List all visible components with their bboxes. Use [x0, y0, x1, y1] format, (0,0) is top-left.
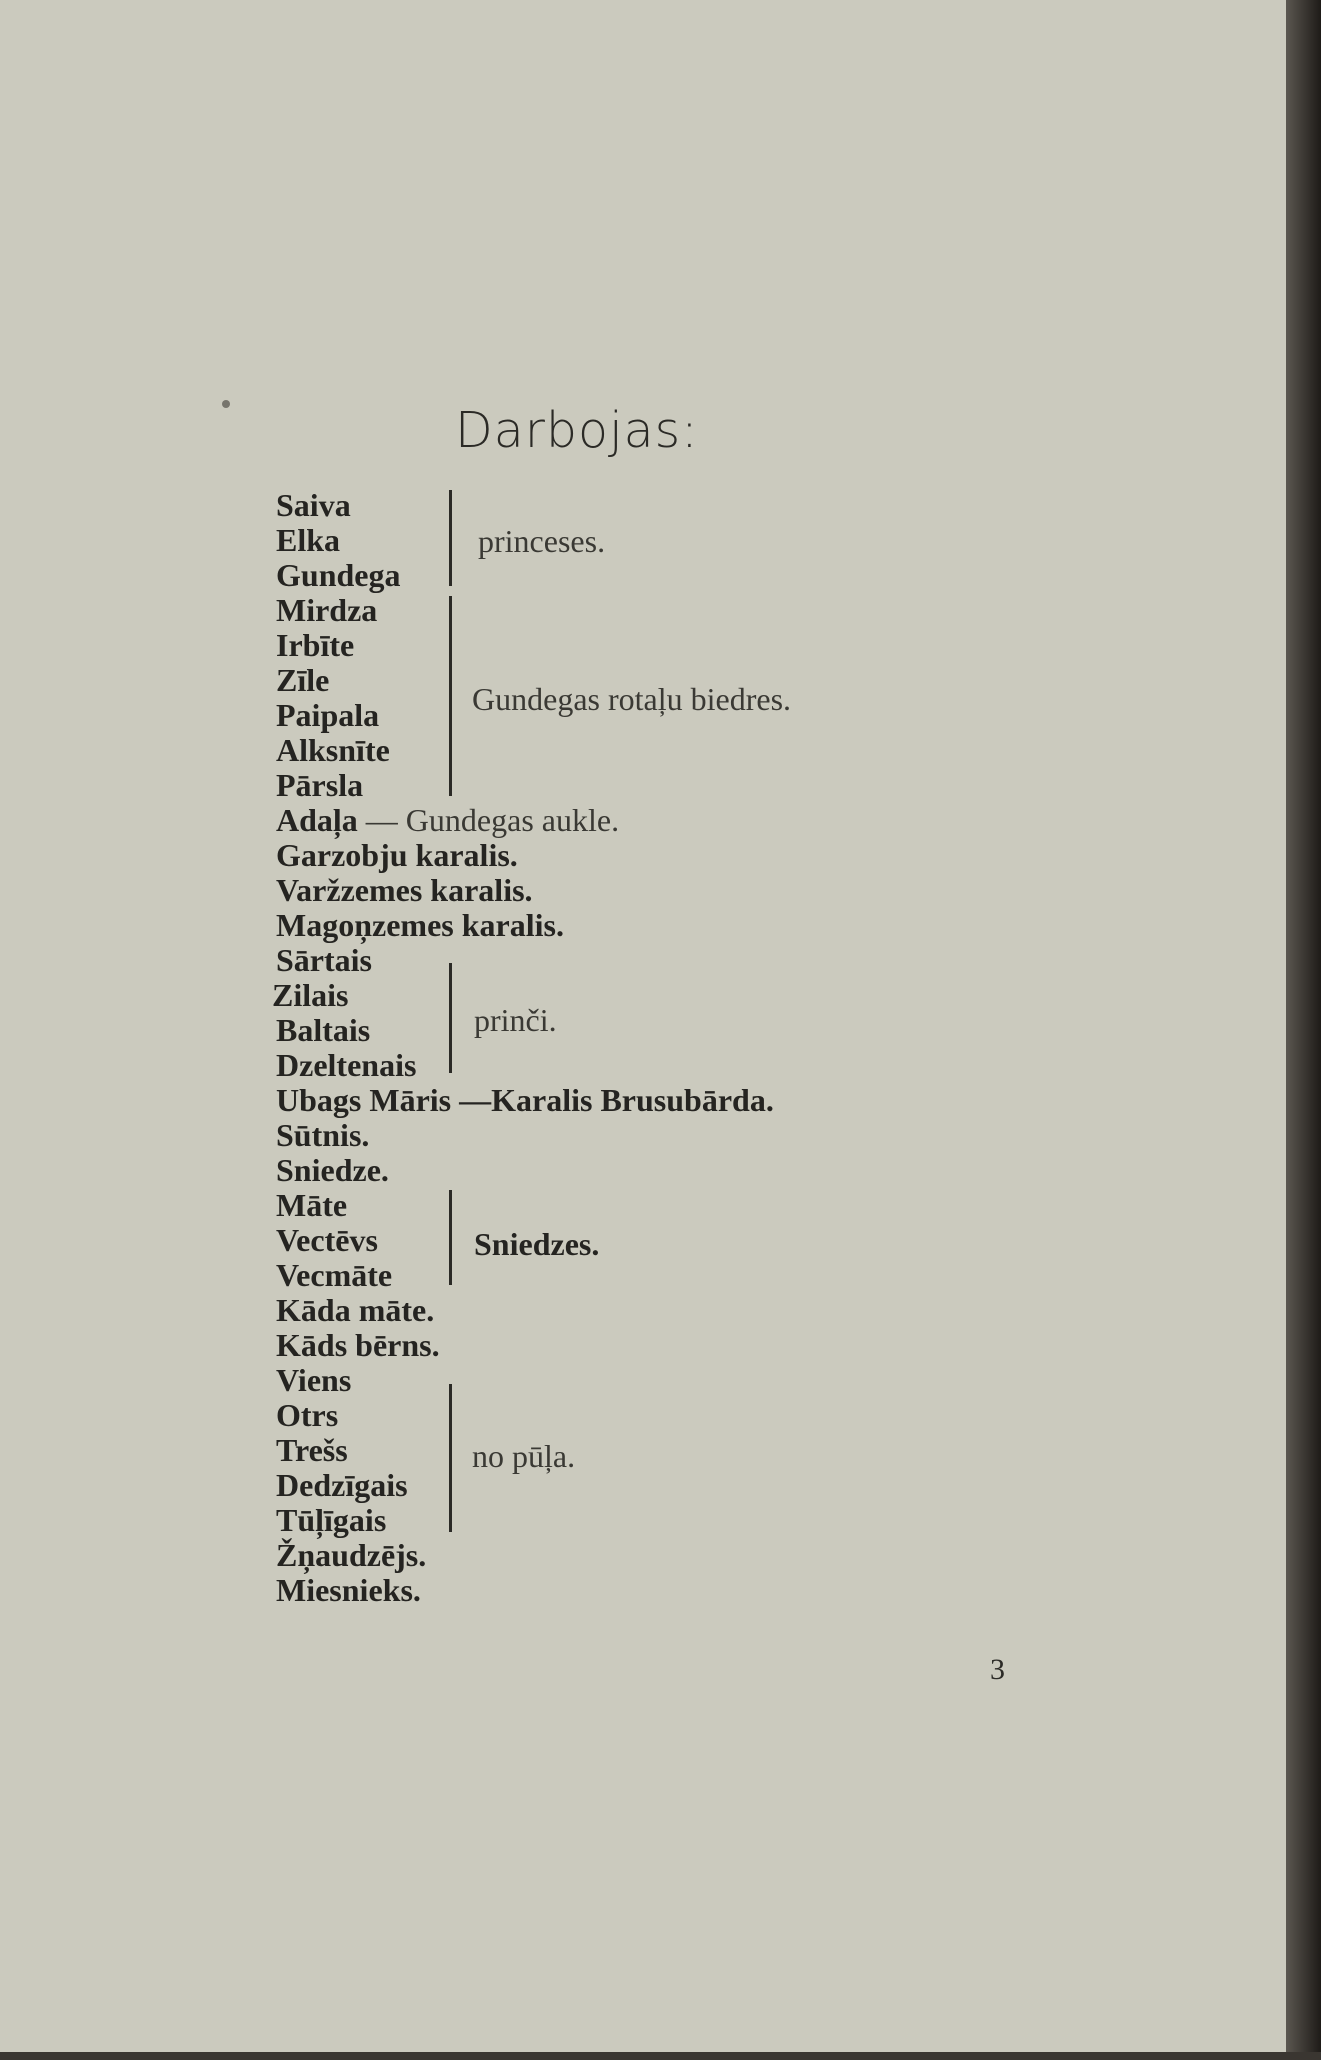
- cast-name: Varžzemes karalis.: [276, 872, 533, 908]
- cast-name: Miesnieks.: [276, 1572, 421, 1608]
- group-label: no pūļa.: [472, 1438, 576, 1474]
- cast-line: [276, 1084, 774, 1116]
- cast-name: Dzeltenais: [276, 1047, 417, 1083]
- cast-name: Elka: [276, 522, 341, 558]
- page-bottom-edge: [0, 2052, 1321, 2060]
- brace: [449, 963, 452, 1073]
- cast-name: Mirdza: [276, 592, 378, 628]
- cast-name: Baltais: [276, 1012, 371, 1048]
- group-label: prinči.: [474, 1002, 557, 1038]
- page-number: 3: [990, 1653, 1005, 1686]
- group-label: Gundegas rotaļu biedres.: [472, 681, 792, 717]
- cast-name: Paipala: [276, 697, 380, 733]
- brace: [449, 490, 452, 586]
- cast-name: Otrs: [276, 1397, 339, 1433]
- cast-role: —Karalis Brusubārda.: [459, 1082, 774, 1118]
- brace: [449, 1190, 452, 1285]
- cast-name: Saiva: [276, 487, 351, 523]
- cast-name: Sārtais: [276, 942, 372, 978]
- cast-name: Irbīte: [276, 627, 355, 663]
- cast-name: Sniedze.: [276, 1152, 389, 1188]
- cast-name: Vecmāte: [276, 1257, 393, 1293]
- brace: [449, 596, 452, 796]
- page-edge: [1286, 0, 1321, 2060]
- cast-name: Alksnīte: [276, 732, 390, 768]
- group-label: princeses.: [478, 523, 606, 559]
- cast-line: [276, 804, 619, 836]
- cast-name: Ubags Māris: [276, 1082, 452, 1118]
- cast-name: Garzobju karalis.: [276, 837, 518, 873]
- cast-role: — Gundegas aukle.: [365, 802, 620, 838]
- cast-name: Kāds bērns.: [276, 1327, 440, 1363]
- cast-name: Gundega: [276, 557, 401, 593]
- cast-name: Dedzīgais: [276, 1467, 408, 1503]
- cast-name: Tūļīgais: [276, 1502, 387, 1538]
- cast-name: Žņaudzējs.: [276, 1537, 427, 1573]
- cast-name: Kāda māte.: [276, 1292, 435, 1328]
- page-title: Darbojas:: [455, 402, 699, 459]
- cast-name: Zīle: [276, 662, 330, 698]
- cast-name: Pārsla: [276, 767, 364, 803]
- cast-name: Vectēvs: [276, 1222, 378, 1258]
- cast-name: Adaļa: [276, 802, 358, 838]
- cast-name: Trešs: [276, 1432, 348, 1468]
- cast-name: Māte: [276, 1187, 348, 1223]
- cast-name: Magoņzemes karalis.: [276, 907, 564, 943]
- cast-name: Zilais: [272, 977, 349, 1013]
- cast-name: Sūtnis.: [276, 1117, 370, 1153]
- group-label: Sniedzes.: [474, 1226, 600, 1262]
- paper-speck: [222, 400, 230, 408]
- brace: [449, 1384, 452, 1532]
- cast-name: Viens: [276, 1362, 352, 1398]
